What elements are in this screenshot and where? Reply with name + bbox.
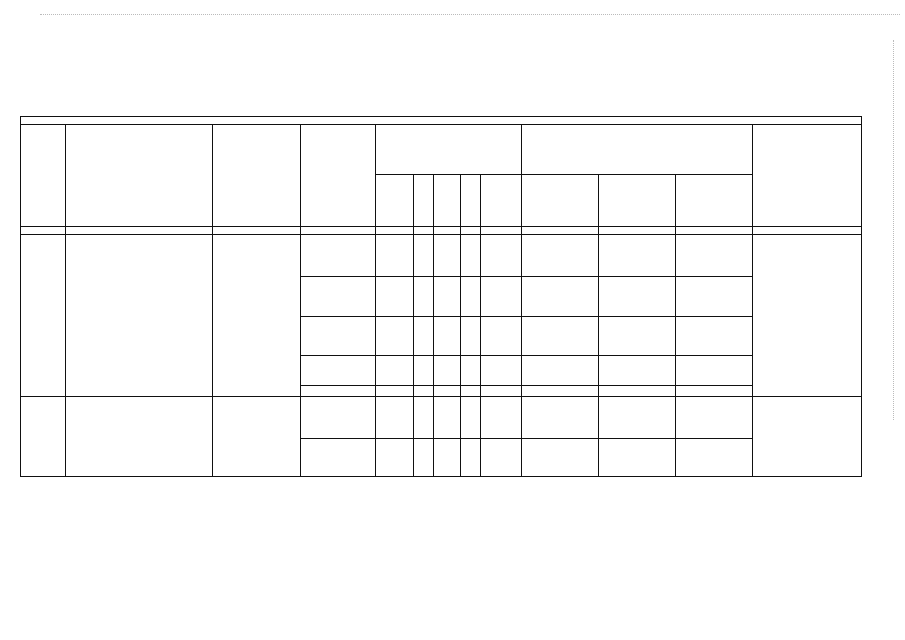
column-number — [460, 227, 480, 235]
code-grbs — [375, 277, 413, 317]
code-nr — [480, 439, 521, 477]
amount-2022 — [675, 317, 752, 356]
amount-2022 — [675, 439, 752, 477]
column-number — [522, 227, 599, 235]
funding-source — [300, 356, 375, 386]
amount-2021 — [598, 439, 675, 477]
header-code-pgp — [434, 175, 460, 227]
code-nr — [480, 397, 521, 439]
responsible-executor — [213, 235, 301, 397]
code-gp — [414, 397, 434, 439]
code-gp — [414, 439, 434, 477]
header-source — [300, 125, 375, 227]
funding-source — [300, 439, 375, 477]
code-grbs — [375, 235, 413, 277]
total-2020 — [522, 386, 599, 397]
header-funds-group — [522, 125, 752, 175]
header-link — [752, 125, 861, 227]
code-pgp — [434, 439, 460, 477]
indicator-link — [752, 235, 861, 397]
amount-2021 — [598, 356, 675, 386]
code-om — [460, 356, 480, 386]
code-om — [460, 439, 480, 477]
amount-2020 — [522, 356, 599, 386]
table-row — [21, 397, 862, 439]
indicator-link — [752, 397, 861, 477]
header-year-2022 — [675, 175, 752, 227]
column-number — [213, 227, 301, 235]
amount-2022 — [675, 277, 752, 317]
responsible-executor — [213, 397, 301, 477]
code-nr — [480, 356, 521, 386]
amount-2020 — [522, 439, 599, 477]
amount-2020 — [522, 277, 599, 317]
row-number — [21, 397, 66, 477]
column-number — [598, 227, 675, 235]
column-number — [66, 227, 213, 235]
amount-2021 — [598, 317, 675, 356]
code-om — [460, 397, 480, 439]
code-om — [460, 235, 480, 277]
measure-name — [66, 235, 213, 397]
code-grbs — [375, 356, 413, 386]
column-number — [480, 227, 521, 235]
column-numbers-row — [21, 227, 862, 235]
total-2021 — [598, 386, 675, 397]
column-number — [434, 227, 460, 235]
amount-2020 — [522, 397, 599, 439]
header-code-grbs — [375, 175, 413, 227]
table-title-row — [21, 117, 862, 125]
amount-2021 — [598, 235, 675, 277]
header-code-group — [375, 125, 521, 175]
code-gp — [414, 235, 434, 277]
code-nr — [480, 277, 521, 317]
total-label — [300, 386, 375, 397]
funding-source — [300, 397, 375, 439]
code-grbs — [375, 397, 413, 439]
code-nr — [480, 317, 521, 356]
code-pgp — [434, 386, 460, 397]
header-year-2021 — [598, 175, 675, 227]
funding-source — [300, 317, 375, 356]
budget-plan-table — [20, 116, 862, 477]
code-pgp — [434, 235, 460, 277]
header-code-nr — [480, 175, 521, 227]
total-2022 — [675, 386, 752, 397]
amount-2022 — [675, 397, 752, 439]
measure-name — [66, 397, 213, 477]
code-nr — [480, 235, 521, 277]
row-number — [21, 235, 66, 397]
column-number — [752, 227, 861, 235]
amount-2020 — [522, 235, 599, 277]
code-gp — [414, 356, 434, 386]
amount-2021 — [598, 397, 675, 439]
column-number — [675, 227, 752, 235]
code-om — [460, 386, 480, 397]
header-year-2020 — [522, 175, 599, 227]
code-gp — [414, 277, 434, 317]
amount-2022 — [675, 356, 752, 386]
code-om — [460, 277, 480, 317]
scan-artifact-edge — [893, 40, 894, 420]
code-om — [460, 317, 480, 356]
code-pgp — [434, 397, 460, 439]
column-number — [414, 227, 434, 235]
column-number — [375, 227, 413, 235]
header-code-om — [460, 175, 480, 227]
table-row — [21, 235, 862, 277]
table-title — [21, 117, 862, 125]
amount-2022 — [675, 235, 752, 277]
column-number — [21, 227, 66, 235]
scan-artifact-top — [40, 14, 900, 15]
funding-source — [300, 235, 375, 277]
funding-source — [300, 277, 375, 317]
amount-2020 — [522, 317, 599, 356]
code-grbs — [375, 439, 413, 477]
code-grbs — [375, 386, 413, 397]
column-number — [300, 227, 375, 235]
header-program — [66, 125, 213, 227]
header-executor — [213, 125, 301, 227]
code-gp — [414, 317, 434, 356]
code-pgp — [434, 317, 460, 356]
header-row-1 — [21, 125, 862, 175]
header-num — [21, 125, 66, 227]
header-code-gp — [414, 175, 434, 227]
code-pgp — [434, 356, 460, 386]
code-grbs — [375, 317, 413, 356]
code-nr — [480, 386, 521, 397]
amount-2021 — [598, 277, 675, 317]
code-gp — [414, 386, 434, 397]
code-pgp — [434, 277, 460, 317]
